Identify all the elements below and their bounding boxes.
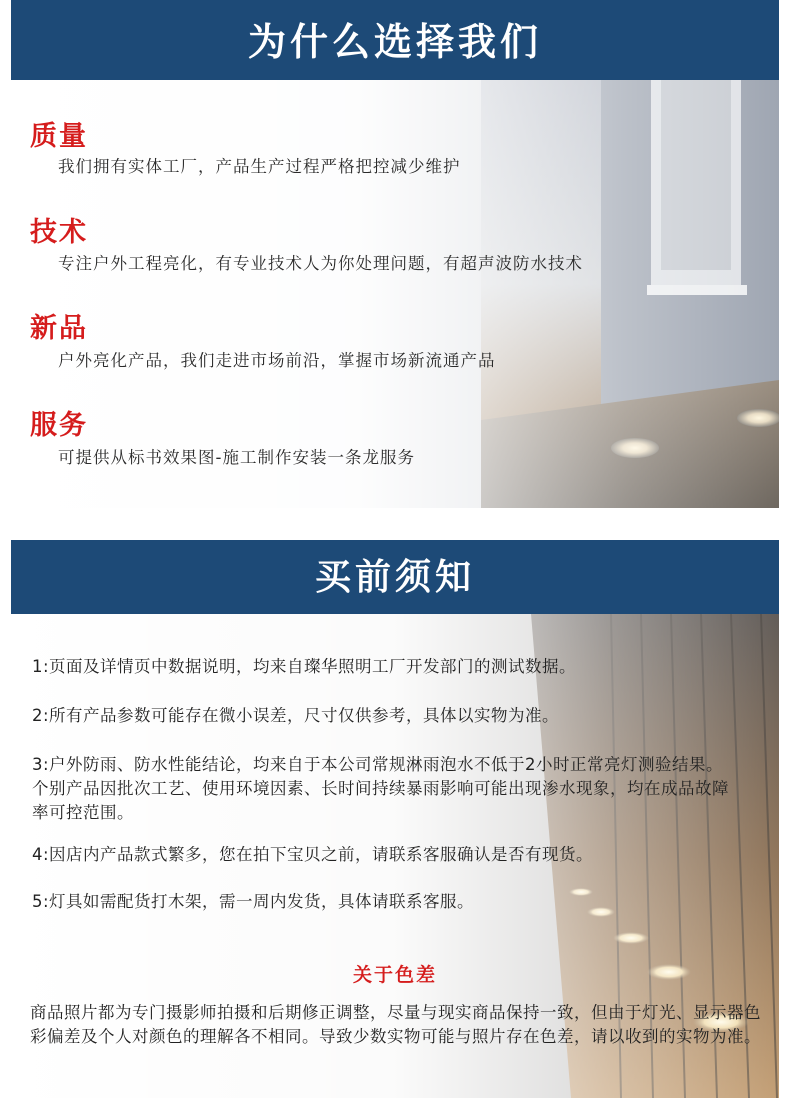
feature-title-new-products: 新品 — [30, 313, 88, 344]
note-1: 1:页面及详情页中数据说明，均来自璨华照明工厂开发部门的测试数据。 — [32, 657, 577, 676]
why-choose-us-section — [11, 0, 779, 508]
note-5: 5:灯具如需配货打木架，需一周内发货，具体请联系客服。 — [32, 892, 475, 911]
feature-title-service: 服务 — [30, 410, 88, 441]
feature-title-quality: 质量 — [30, 121, 88, 152]
why-choose-us-heading: 为什么选择我们 — [11, 0, 779, 80]
feature-title-technology: 技术 — [30, 217, 88, 248]
feature-desc-quality: 我们拥有实体工厂，产品生产过程严格把控减少维护 — [58, 157, 461, 176]
note-2: 2:所有产品参数可能存在微小误差，尺寸仅供参考，具体以实物为准。 — [32, 706, 560, 725]
feature-desc-new-products: 户外亮化产品，我们走进市场前沿，掌握市场新流通产品 — [58, 351, 496, 370]
color-difference-body: 商品照片都为专门摄影师拍摄和后期修正调整，尽量与现实商品保持一致，但由于灯光、显示器色彩偏差及个人对颜色的理解各不相同。导致少数实物可能与照片存在色差，请以收到的实物为准。 — [30, 1003, 761, 1046]
purchase-notes-list — [11, 540, 779, 1098]
purchase-notes-section — [11, 540, 779, 1098]
purchase-notes-heading: 买前须知 — [11, 540, 779, 614]
feature-desc-service: 可提供从标书效果图-施工制作安装一条龙服务 — [58, 448, 415, 467]
note-3: 3:户外防雨、防水性能结论，均来自于本公司常规淋雨泡水不低于2小时正常亮灯测验结果。个别产品因批次工艺、使用环境因素、长时间持续暴雨影响可能出现渗水现象，均在成品故障率可控范围。 — [32, 755, 729, 822]
note-4: 4:因店内产品款式繁多，您在拍下宝贝之前，请联系客服确认是否有现货。 — [32, 845, 594, 864]
color-difference-title: 关于色差 — [352, 964, 437, 986]
feature-desc-technology: 专注户外工程亮化，有专业技术人为你处理问题，有超声波防水技术 — [58, 254, 583, 273]
